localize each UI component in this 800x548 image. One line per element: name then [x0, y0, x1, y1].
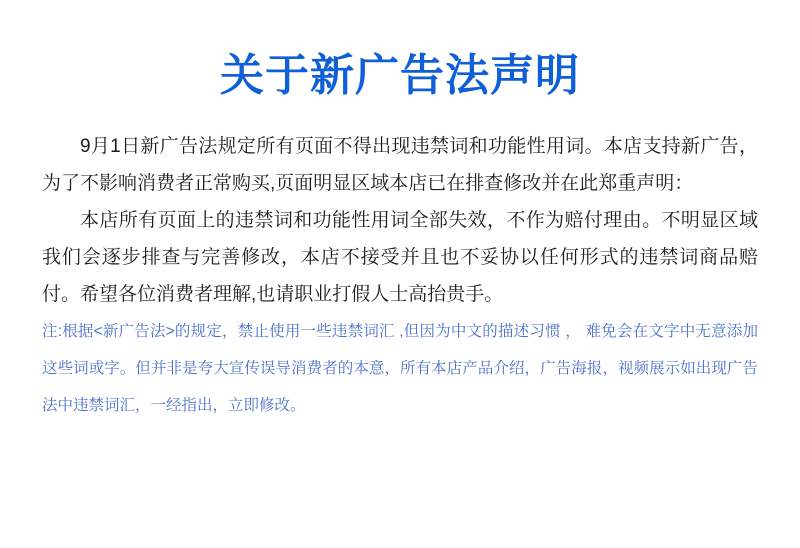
page-title: 关于新广告法声明 — [220, 50, 580, 101]
advertising-law-notice — [0, 48, 800, 548]
statement-paragraph: 本店所有页面上的违禁词和功能性用词全部失效，不作为赔付理由。不明显区域我们会逐步排查与完善修改，本店不接受并且也不妥协以任何形式的违禁词商品赔付。希望各位消费者理解,也请职业打假人士高抬贵手。 — [42, 210, 758, 305]
intro-paragraph: 9月1日新广告法规定所有页面不得出现违禁词和功能性用词。本店支持新广告，为了不影响消费者正常购买,页面明显区域本店已在排查修改并在此郑重声明： — [42, 136, 758, 194]
legal-note-paragraph: 注:根据<新广告法>的规定，禁止使用一些违禁词汇 ,但因为中文的描述习惯 ， 难免会在文字中无意添加这些词或字。但并非是夸大宣传误导消费者的本意，所有本店产品介绍，广告海报，视频展示如出现广告法中违禁词汇，一经指出，立即修改。 — [42, 323, 758, 414]
